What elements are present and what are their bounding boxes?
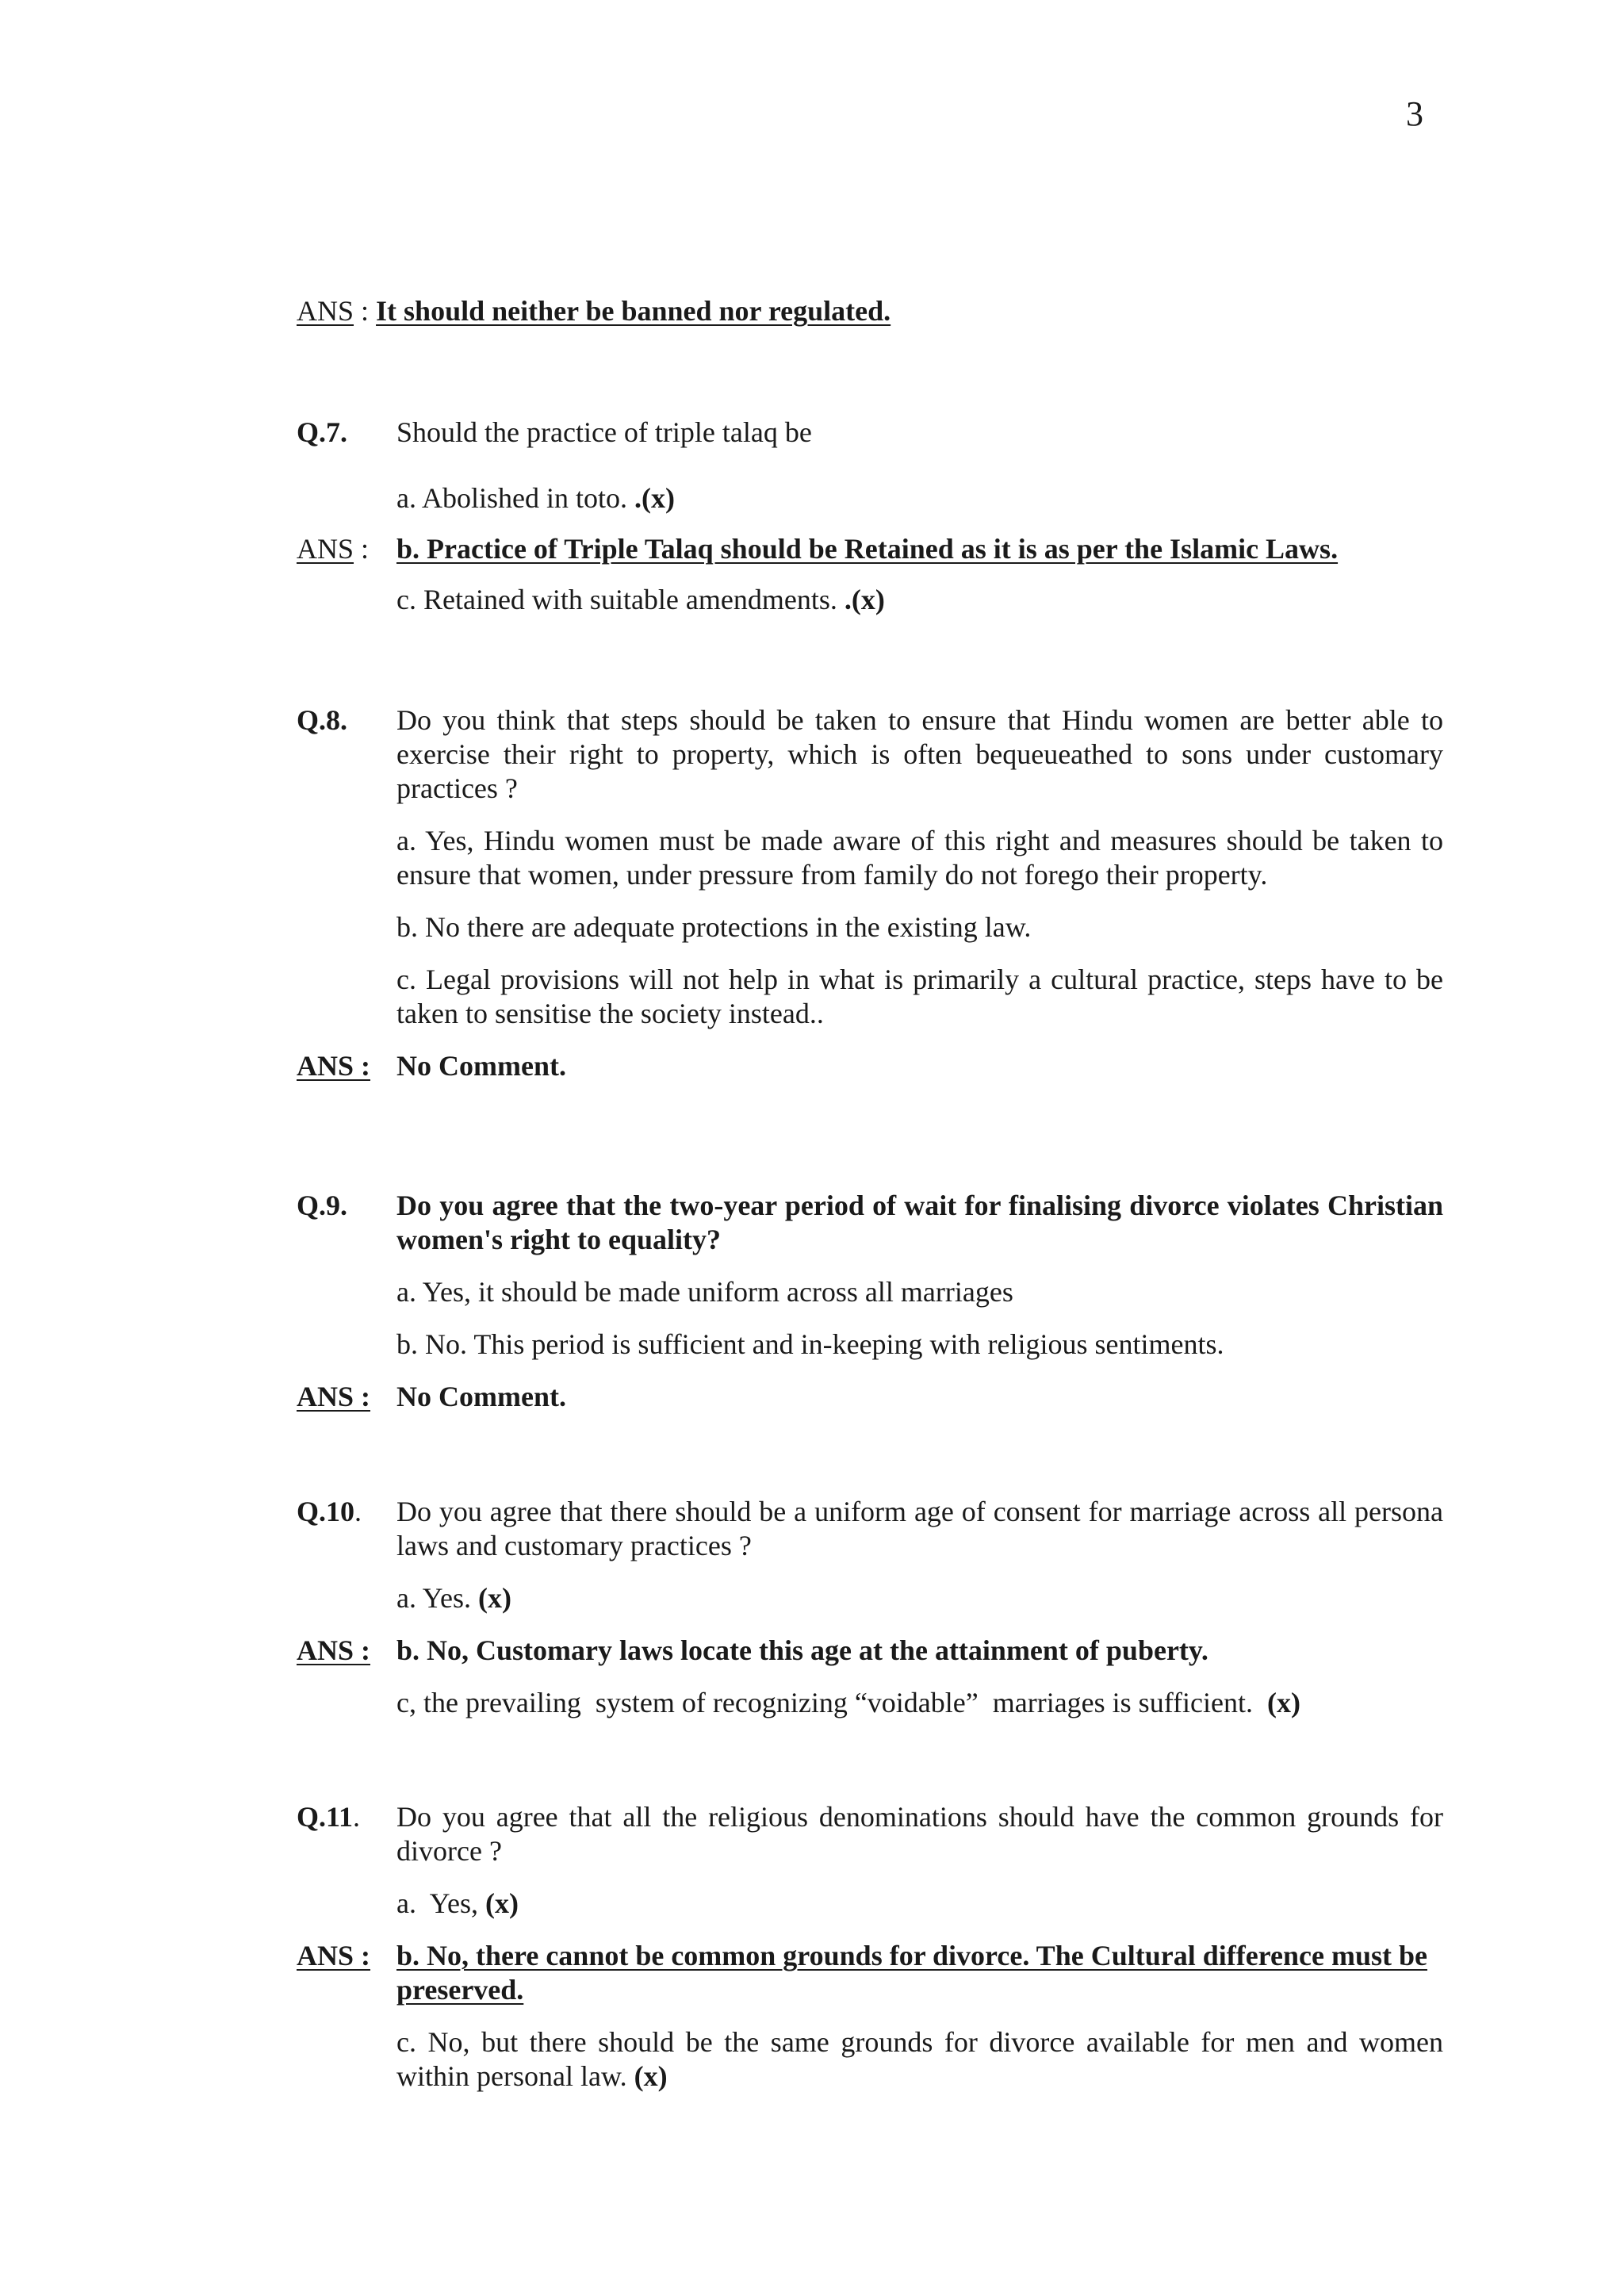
answer-label: ANS : (297, 1634, 371, 1666)
question-text: Do you agree that all the religious denominations should have the common grounds for divorce ? (396, 1801, 1443, 1867)
option-a: a. Yes, Hindu women must be made aware of this right and measures should be taken to ensure that women, under pressure from family do not forego their property. (396, 825, 1443, 891)
cross-mark: (x) (485, 1887, 519, 1919)
answer-label: ANS : (297, 1381, 371, 1412)
answer-separator: : (354, 295, 377, 327)
answer-row: ANS : b. Practice of Triple Talaq should be Retained as it is as per the Islamic Laws. (297, 532, 1443, 566)
question-8 (297, 703, 1443, 1083)
option-a: a. Abolished in toto. .(x) (396, 482, 675, 514)
question-text: Do you think that steps should be taken to ensure that Hindu women are better able to exercise their right to property, which is often bequeueathed to sons under customary practices ? (396, 704, 1443, 804)
option-c: c. No, but there should be the same grounds for divorce available for men and women within personal law. (x) (396, 2026, 1443, 2092)
question-10 (297, 1495, 1443, 1720)
option-c: c. Retained with suitable amendments. .(x) (396, 584, 885, 615)
cross-mark: (x) (1266, 1687, 1300, 1718)
option-b: b. No. This period is sufficient and in-keeping with religious sentiments. (396, 1328, 1224, 1360)
question-7 (297, 416, 1443, 617)
answer-row (297, 1634, 1443, 1668)
answer-row (297, 1939, 1443, 2007)
answer-text: b. No, there cannot be common grounds for divorce. The Cultural difference must be preserved. (396, 1940, 1427, 2006)
answer-row (297, 1049, 1443, 1083)
option-b: b. No there are adequate protections in the existing law. (396, 911, 1032, 943)
cross-mark: (x) (634, 2060, 668, 2092)
question-text: Do you agree that the two-year period of wait for finalising divorce violates Christian women's right to equality? (396, 1190, 1443, 1255)
question-9 (297, 1189, 1443, 1414)
cross-mark: (x) (478, 1582, 512, 1614)
cross-mark: .(x) (634, 482, 675, 514)
answer-text: b. No, Customary laws locate this age at the attainment of puberty. (396, 1634, 1208, 1666)
answer-label: ANS (297, 295, 354, 327)
top-answer (297, 294, 1443, 328)
option-c: c. Legal provisions will not help in what is primarily a cultural practice, steps have to be taken to sensitise the society instead.. (396, 964, 1443, 1029)
page-number: 3 (1406, 94, 1423, 133)
answer-text: It should neither be banned nor regulated. (376, 295, 891, 327)
question-number: Q.8. (297, 704, 348, 736)
question-number: Q.11. (297, 1801, 361, 1833)
option-a: a. Yes, it should be made uniform across all marriages (396, 1276, 1013, 1308)
question-text: Should the practice of triple talaq be (396, 416, 812, 448)
answer-label: ANS (297, 533, 354, 565)
option-a: a. Yes. (x) (396, 1582, 512, 1614)
question-number: Q.7. (297, 416, 348, 448)
question-text: Do you agree that there should be a uniform age of consent for marriage across all persona laws and customary practices ? (396, 1496, 1443, 1561)
question-number: Q.10. (297, 1496, 362, 1527)
answer-text: b. Practice of Triple Talaq should be Retained as it is as per the Islamic Laws. (396, 533, 1339, 565)
question-11 (297, 1800, 1443, 2094)
answer-text: No Comment. (396, 1381, 566, 1412)
answer-text: No Comment. (396, 1050, 566, 1082)
answer-row (297, 1380, 1443, 1414)
answer-label: ANS : (297, 1940, 371, 1971)
cross-mark: .(x) (844, 584, 885, 615)
question-number: Q.9. (297, 1190, 348, 1221)
answer-label: ANS : (297, 1050, 371, 1082)
option-a: a. Yes, (x) (396, 1887, 519, 1919)
option-c: c, the prevailing system of recognizing “voidable” marriages is sufficient. (x) (396, 1687, 1300, 1718)
